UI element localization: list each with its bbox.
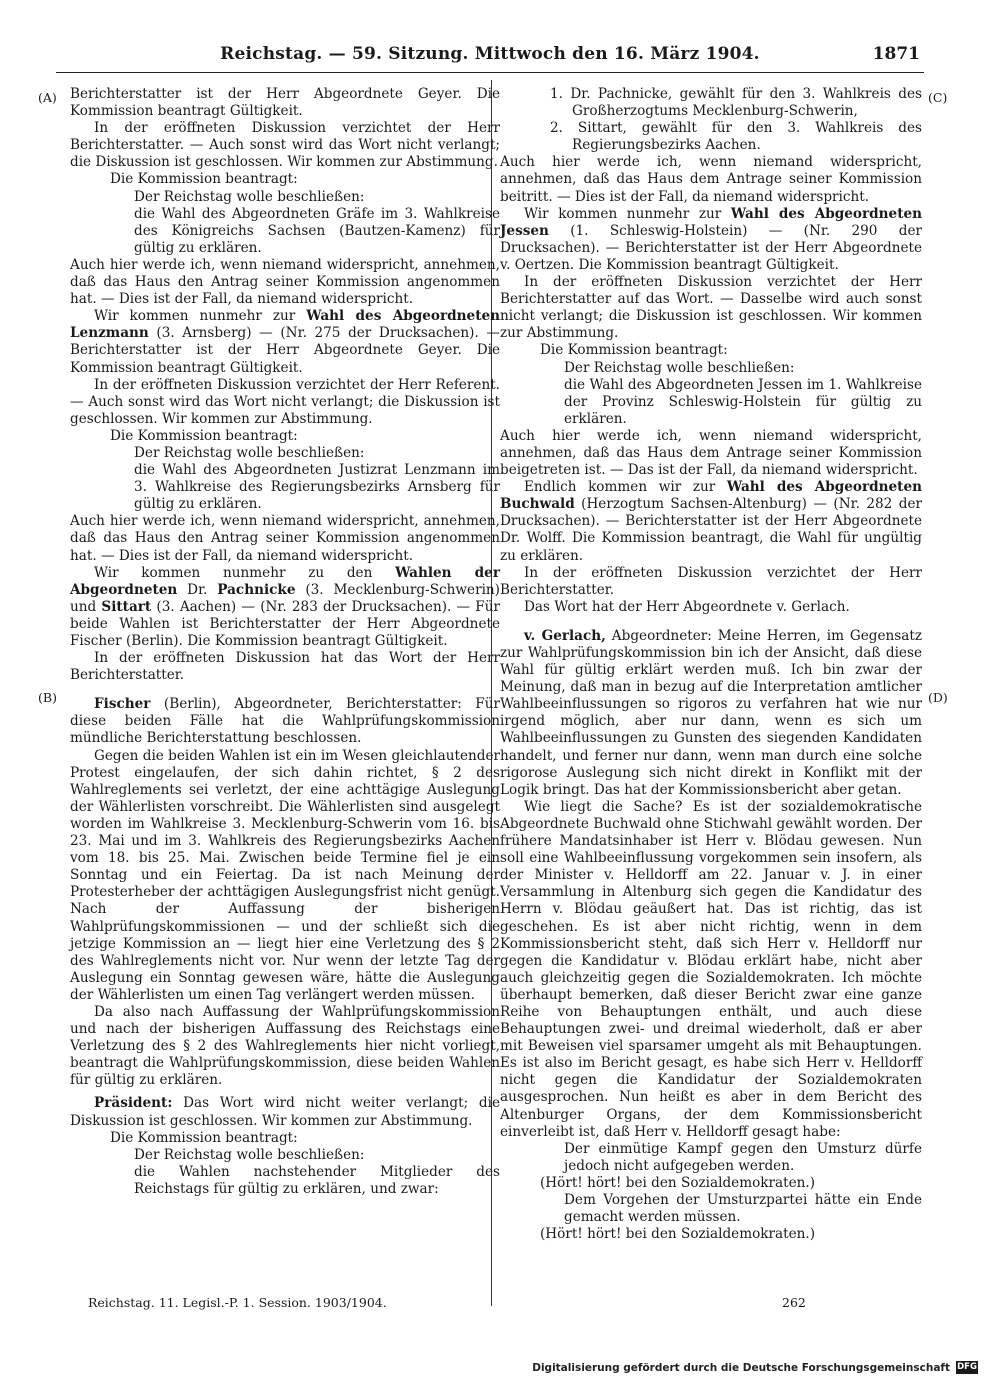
paragraph: die Wahl des Abgeordneten Jessen im 1. Wahlkreise der Provinz Schleswig-Holstein für gültig zu erklären.	[564, 376, 922, 427]
margin-mark-c: (C)	[928, 90, 948, 105]
bold-text: Wahl des Abgeordneten Lenzmann	[70, 308, 501, 342]
bold-text: Wahl des Abgeordneten Buchwald	[500, 479, 922, 513]
text: (3. Aachen) — (Nr. 283 der Drucksachen). — Für beide Wahlen ist Berichterstatter der Herr Abgeordnete Fischer (Berlin). Die Kommission beantragt Gültigkeit.	[70, 598, 500, 649]
paragraph: Die Kommission beantragt:	[540, 342, 728, 359]
paragraph: Berichterstatter ist der Herr Abgeordnete Geyer. Die Kommission beantragt Gültigkeit.	[70, 86, 500, 120]
paragraph: Auch hier werde ich, wenn niemand widerspricht, annehmen, daß das Haus dem Antrage seiner Kommission beitritt. — Dies ist der Fall, da niemand widerspricht.	[500, 154, 922, 205]
margin-mark-d: (D)	[928, 690, 948, 705]
paragraph: Der Reichstag wolle beschließen:	[134, 1146, 365, 1163]
text: Wir kommen nunmehr zur	[94, 308, 307, 325]
text: (1. Schleswig-Holstein) — (Nr. 290 der Drucksachen). — Berichterstatter ist der Herr Abgeordnete v. Oertzen. Die Kommission beantragt Gültigkeit.	[500, 222, 922, 273]
paragraph: Gegen die beiden Wahlen ist ein im Wesen gleichlautender Protest eingelaufen, der sich dahin richtet, § 2 des Wahlreglements sei verletzt, der eine achttägige Auslegung der Wählerlisten vorschreibt. Die Wählerlisten sind ausgelegt worden im Wahlkreise 3. Mecklenburg-Schwerin vom 16. bis 23. Mai und im 3. Wahlkreis des Regierungsbezirks Aachen vom 18. bis 25. Mai. Zwischen beide Termine fiel je ein Sonntag und ein Feiertag. Da ist nach Meinung der Protesterheber der achttägigen Auslegungsfrist nicht genügt. Nach der Auffassung der bisherigen Wahlprüfungskommissionen — und der schließt sich die jetzige Kommission an — liegt hier eine Verletzung des § 2 des Wahlreglements nicht vor. Nur wenn der letzte Tag der Auslegung ein Sonntag gewesen wäre, hätte die Auslegung der Wählerlisten um einen Tag verlängert werden müssen.	[70, 747, 500, 1003]
page-header	[56, 38, 924, 73]
text: Dr.	[177, 581, 218, 598]
text: (3. Mecklenburg-Schwerin) und	[70, 581, 500, 615]
dfg-logo-icon: DFG	[957, 1362, 977, 1372]
paragraph: In der eröffneten Diskussion hat das Wort der Herr Berichterstatter.	[70, 650, 500, 684]
paragraph: In der eröffneten Diskussion verzichtet der Herr Referent. — Auch sonst wird das Wort nicht verlangt; die Diskussion ist geschlossen. Wir kommen zur Abstimmung.	[70, 376, 500, 427]
margin-mark-a: (A)	[38, 90, 57, 105]
paragraph	[70, 308, 500, 376]
paragraph: Wie liegt die Sache? Es ist der sozialdemokratische Abgeordnete Buchwald ohne Stichwahl gewählt worden. Der frühere Mandatsinhaber ist Herr v. Blödau gewesen. Nun soll eine Wahlbeeinflussung vorgekommen sein insofern, als der Minister v. Helldorff am 22. Januar v. J. in einer Versammlung in Altenburg sich gegen die Kandidatur des Herrn v. Blödau geäußert hat. Das ist richtig, das ist geschehen. Es ist aber nicht richtig, wenn in dem Kommissionsbericht steht, daß sich Herr v. Helldorff nur gegen die Kandidatur v. Blödau erklärt habe, nicht aber auch gleichzeitig gegen die Sozialdemokraten. Ich möchte überhaupt bemerken, daß dieser Bericht zwar eine ganze Reihe von Behauptungen enthält, und auch diese Behauptungen zwei- und dreimal wiederholt, daß er aber mit Beweisen viel sparsamer umgeht als mit Behauptungen. Es ist also im Bericht gesagt, es habe sich Herr v. Helldorff nicht gegen die Kandidatur der Sozialdemokraten ausgesprochen. Nun heißt es aber in dem Bericht des Altenburger Organs, der dem Kommissionsbericht einverleibt ist, daß Herr v. Helldorff gesagt habe:	[500, 798, 922, 1140]
text: Das Wort wird nicht weiter verlangt; die Diskussion ist geschlossen. Wir kommen zur Abstimmung.	[70, 1095, 500, 1129]
bold-text: Pachnicke	[217, 581, 296, 598]
paragraph	[70, 565, 500, 650]
text: Wir kommen nunmehr zur	[524, 205, 731, 222]
text: Endlich kommen wir zur	[524, 479, 727, 496]
paragraph	[70, 696, 500, 747]
quote: Dem Vorgehen der Umsturzpartei hätte ein Ende gemacht werden müssen.	[564, 1192, 922, 1226]
digitization-credit	[532, 1361, 978, 1374]
paragraph: Das Wort hat der Herr Abgeordnete v. Gerlach.	[524, 598, 850, 615]
list-item: 2. Sittart, gewählt für den 3. Wahlkreis des Regierungsbezirks Aachen.	[550, 120, 922, 154]
text: (Berlin), Abgeordneter, Berichterstatter: Für diese beiden Fälle hat die Wahlprüfungskommission mündliche Berichterstattung beschlossen.	[70, 696, 500, 747]
bold-text: Sittart	[101, 598, 152, 615]
paragraph: Der Reichstag wolle beschließen:	[134, 444, 365, 461]
text: Wir kommen nunmehr zu den	[94, 564, 396, 581]
paragraph: Die Kommission beantragt:	[110, 171, 298, 188]
paragraph: In der eröffneten Diskussion verzichtet der Herr Berichterstatter. — Auch sonst wird das Wort nicht verlangt; die Diskussion ist geschlossen. Wir kommen zur Abstimmung.	[70, 120, 500, 171]
bold-text: Wahlen der Abgeordneten	[70, 564, 500, 598]
paragraph: die Wahl des Abgeordneten Justizrat Lenzmann im 3. Wahlkreise des Regierungsbezirks Arnsberg für gültig zu erklären.	[134, 462, 500, 513]
running-title: Reichstag. — 59. Sitzung. Mittwoch den 16. März 1904.	[220, 44, 760, 64]
speaker-name: v. Gerlach,	[524, 627, 606, 644]
paragraph: Die Kommission beantragt:	[110, 427, 298, 444]
footer-session-info: Reichstag. 11. Legisl.-P. 1. Session. 1903/1904.	[88, 1295, 387, 1310]
speaker-name: Fischer	[94, 696, 151, 713]
paragraph: die Wahl des Abgeordneten Gräfe im 3. Wahlkreise des Königreichs Sachsen (Bautzen-Kamenz) für gültig zu erklären.	[134, 205, 500, 256]
speaker-name: Präsident:	[94, 1095, 173, 1112]
paragraph	[500, 479, 922, 564]
interjection: (Hört! hört! bei den Sozialdemokraten.)	[540, 1174, 816, 1191]
page-number: 1871	[872, 44, 920, 64]
bold-text: Wahl des Abgeordneten Jessen	[500, 205, 923, 239]
text: (3. Arnsberg) — (Nr. 275 der Drucksachen). — Berichterstatter ist der Herr Abgeordnete Geyer. Die Kommission beantragt Gültigkeit.	[70, 325, 500, 376]
paragraph: Da also nach Auffassung der Wahlprüfungskommission und nach der bisherigen Auffassung des Reichstags eine Verletzung des § 2 des Wahlreglements hier nicht vorliegt, beantragt die Wahlprüfungskommission, diese beiden Wahlen für gültig zu erklären.	[70, 1003, 500, 1089]
margin-mark-b: (B)	[38, 690, 57, 705]
paragraph: Der Reichstag wolle beschließen:	[134, 188, 365, 205]
paragraph	[500, 206, 922, 274]
right-column	[500, 86, 922, 1243]
paragraph: die Wahlen nachstehender Mitglieder des Reichstags für gültig zu erklären, und zwar:	[134, 1163, 500, 1197]
text: Abgeordneter: Meine Herren, im Gegensatz zur Wahlprüfungskommission bin ich der Ansicht, daß diese Wahl für gültig erklärt werden muß. Ich bin zwar der Meinung, daß man in bezug auf die Interpretation amtlicher Wahlbeeinflussungen so rigoros zu verfahren hat wie nur irgend möglich, aber nur dann, wenn es sich um Wahlbeeinflussungen zu Gunsten des siegenden Kandidaten handelt, und ferner nur dann, wenn man durch eine solche rigorose Auslegung sich nicht direkt in Konflikt mit der Logik bringt. Das hat der Kommissionsbericht aber getan.	[500, 627, 923, 798]
left-column	[70, 86, 500, 1198]
spacer	[500, 616, 922, 628]
paragraph: Auch hier werde ich, wenn niemand widerspricht, annehmen, daß das Haus dem Antrage seiner Kommission beigetreten ist. — Das ist der Fall, da niemand widerspricht.	[500, 427, 922, 479]
paragraph	[500, 628, 922, 799]
paragraph: Der Reichstag wolle beschließen:	[564, 359, 795, 376]
text: (Herzogtum Sachsen-Altenburg) — (Nr. 282 der Drucksachen). — Berichterstatter ist der Herr Abgeordnete Dr. Wolff. Die Kommission beantragt, die Wahl für ungültig zu erklären.	[500, 496, 922, 564]
paragraph: In der eröffneten Diskussion verzichtet der Herr Berichterstatter.	[500, 564, 922, 598]
credit-text: Digitalisierung gefördert durch die Deutsche Forschungsgemeinschaft	[532, 1361, 950, 1374]
paragraph: Die Kommission beantragt:	[110, 1129, 298, 1146]
paragraph: Auch hier werde ich, wenn niemand widerspricht, annehmen, daß das Haus den Antrag seiner Kommission angenommen hat. — Dies ist der Fall, da niemand widerspricht.	[70, 513, 500, 564]
spacer	[70, 684, 500, 696]
paragraph: In der eröffneten Diskussion verzichtet der Herr Berichterstatter auf das Wort. — Dasselbe wird auch sonst nicht verlangt; die Diskussion ist geschlossen. Wir kommen zur Abstimmung.	[500, 274, 922, 342]
paragraph	[70, 1095, 500, 1129]
interjection: (Hört! hört! bei den Sozialdemokraten.)	[540, 1226, 816, 1243]
paragraph: Auch hier werde ich, wenn niemand widerspricht, annehmen, daß das Haus den Antrag seiner Kommission angenommen hat. — Dies ist der Fall, da niemand widerspricht.	[70, 256, 500, 308]
quote: Der einmütige Kampf gegen den Umsturz dürfe jedoch nicht aufgegeben werden.	[564, 1140, 922, 1174]
footer-sheet-number: 262	[782, 1295, 806, 1310]
list-item: 1. Dr. Pachnicke, gewählt für den 3. Wahlkreis des Großherzogtums Mecklenburg-Schwerin,	[550, 86, 922, 120]
